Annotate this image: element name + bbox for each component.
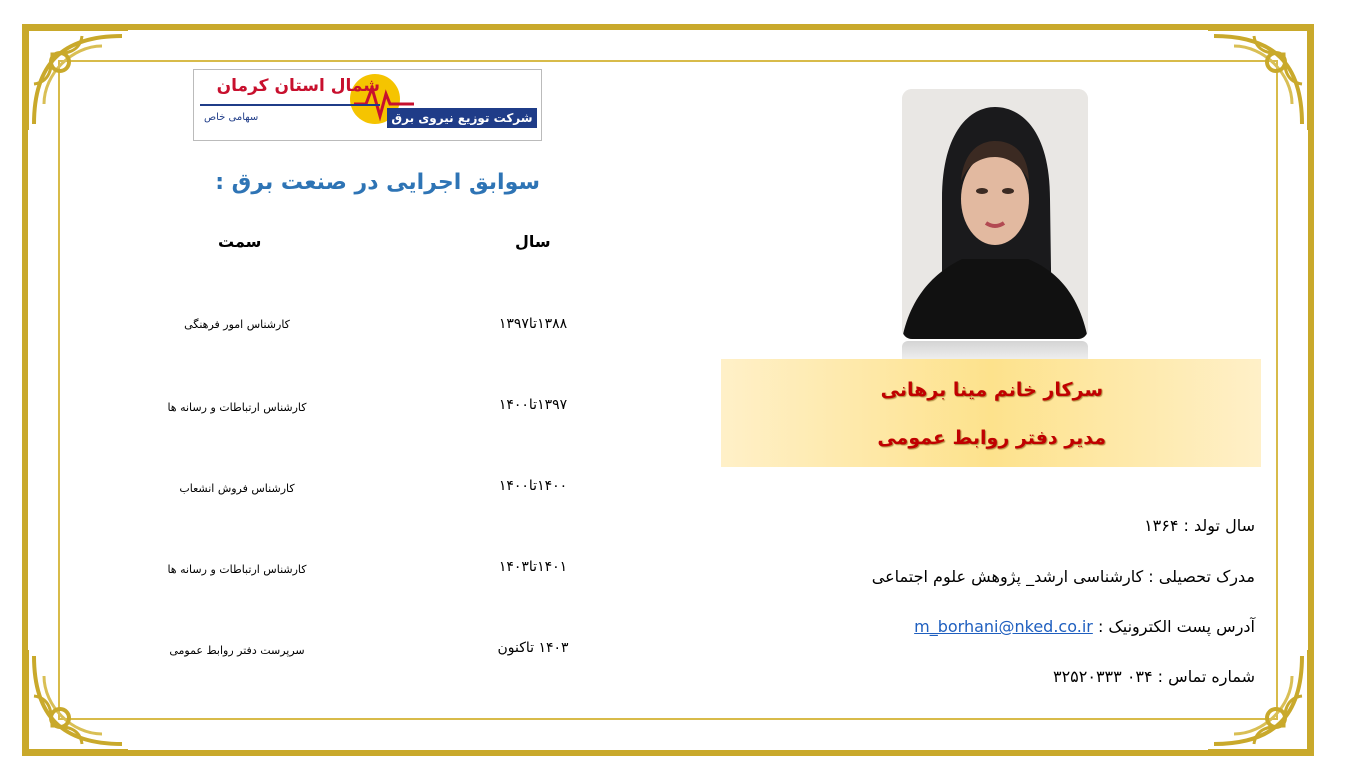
logo-company-region: شمال استان کرمان xyxy=(216,76,380,96)
experience-role: کارشناس ارتباطات و رسانه ها xyxy=(167,401,307,414)
profile-name: سرکار خانم مینا برهانی xyxy=(880,379,1103,401)
experience-title: سوابق اجرایی در صنعت برق : xyxy=(215,170,540,195)
experience-role: کارشناس ارتباطات و رسانه ها xyxy=(167,563,307,576)
logo-company-name: شرکت توزیع نیروی برق xyxy=(387,108,537,128)
profile-position: مدیر دفتر روابط عمومی xyxy=(877,427,1106,449)
experience-role: کارشناس فروش انشعاب xyxy=(179,482,295,495)
corner-ornament-icon xyxy=(22,646,132,756)
experience-year: ۱۴۰۳ تاکنون xyxy=(497,640,569,656)
experience-year: ۱۳۸۸تا۱۳۹۷ xyxy=(498,316,568,332)
email-link[interactable]: m_borhani@nked.co.ir xyxy=(914,617,1093,636)
experience-role: کارشناس امور فرهنگی xyxy=(184,318,290,331)
phone-number: شماره تماس : ۰۳۴ ۳۲۵۲۰۳۳۳ xyxy=(1052,667,1255,686)
column-header-year: سال xyxy=(515,232,551,251)
birth-year: سال تولد : ۱۳۶۴ xyxy=(1144,516,1255,535)
email-label: آدرس پست الکترونیک : xyxy=(1097,617,1255,636)
logo-divider xyxy=(200,104,380,106)
name-banner xyxy=(721,359,1261,467)
experience-year: ۱۴۰۱تا۱۴۰۳ xyxy=(498,559,568,575)
company-logo xyxy=(193,69,542,141)
experience-role: سرپرست دفتر روابط عمومی xyxy=(169,644,305,657)
profile-photo xyxy=(902,89,1088,339)
experience-year: ۱۳۹۷تا۱۴۰۰ xyxy=(498,397,568,413)
corner-ornament-icon xyxy=(1204,646,1314,756)
corner-ornament-icon xyxy=(22,24,132,134)
education-degree: مدرک تحصیلی : کارشناسی ارشد_ پژوهش علوم اجتماعی xyxy=(871,567,1255,586)
experience-year: ۱۴۰۰تا۱۴۰۰ xyxy=(498,478,568,494)
logo-company-type: سهامی خاص xyxy=(204,112,259,123)
email-row xyxy=(914,617,1255,636)
column-header-role: سمت xyxy=(218,232,262,251)
corner-ornament-icon xyxy=(1204,24,1314,134)
